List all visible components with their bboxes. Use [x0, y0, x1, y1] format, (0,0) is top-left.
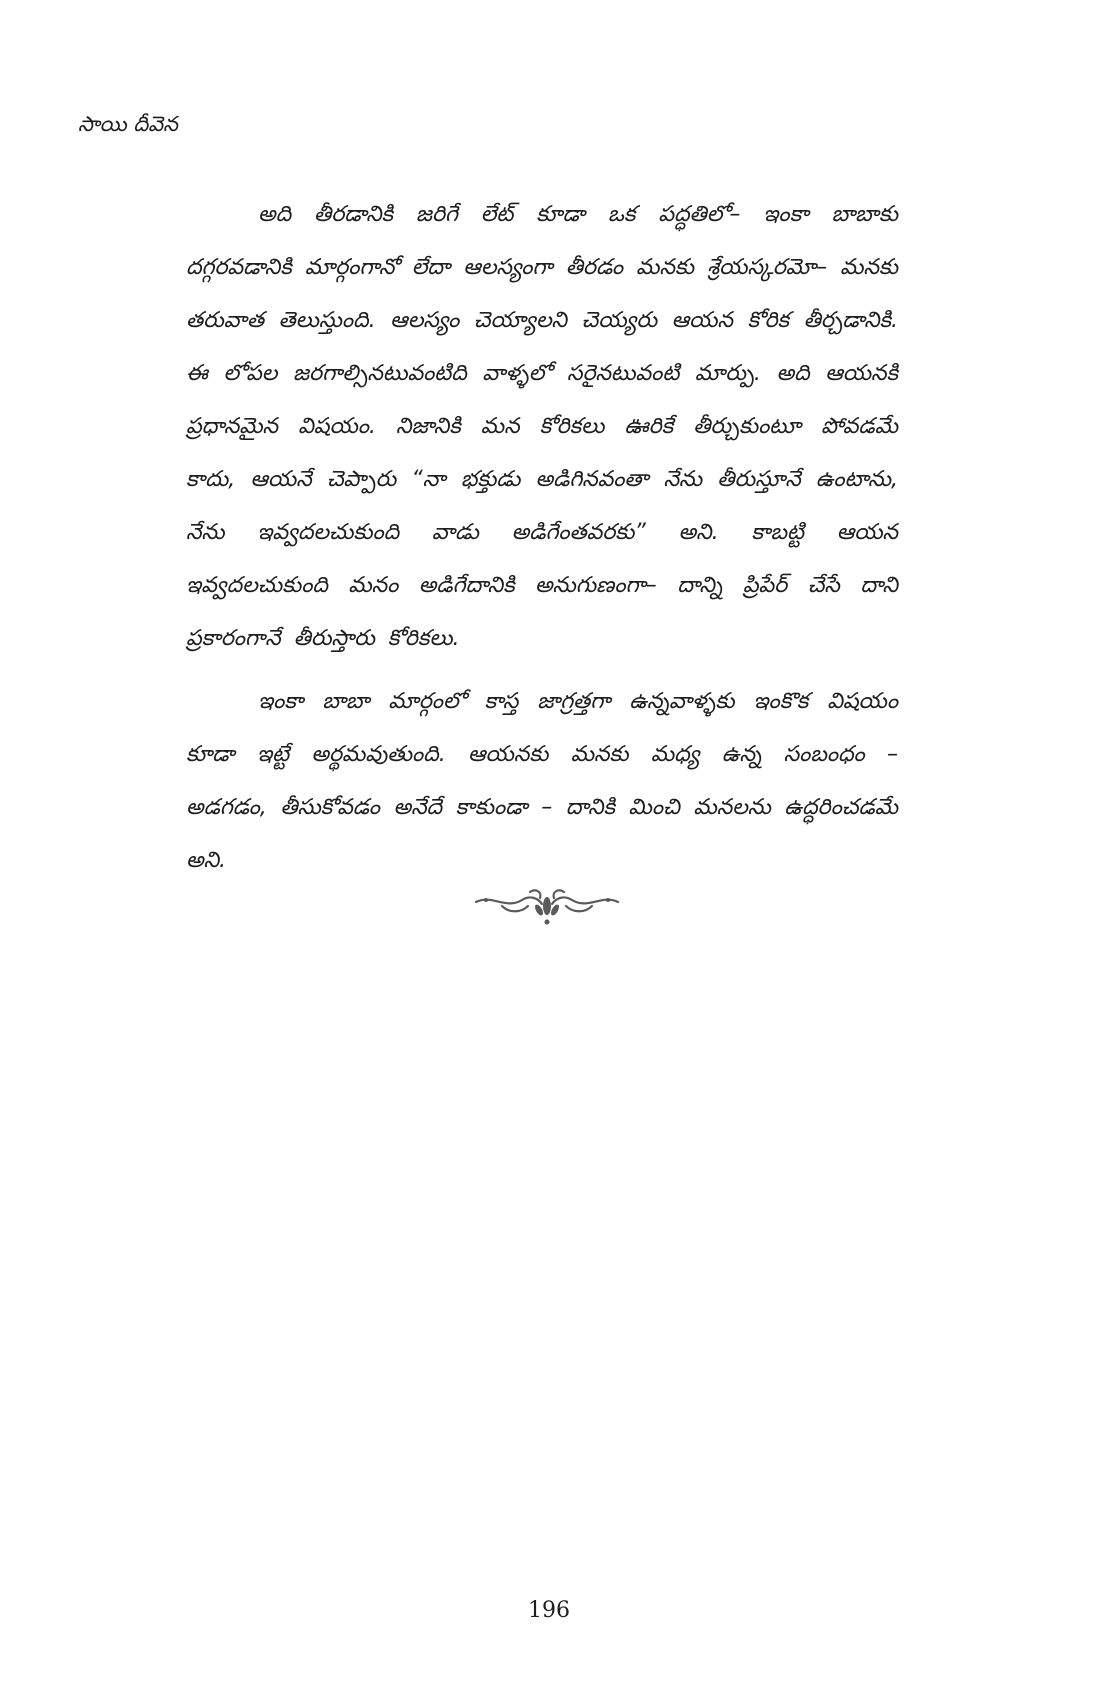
page-number: 196 — [528, 1598, 570, 1623]
floral-divider-icon — [472, 880, 622, 928]
paragraph-2: ఇంకా బాబా మార్గంలో కాస్త జాగ్రత్తగా ఉన్నవాళ్ళకు ఇంకొక విషయం కూడా ఇట్టే అర్థమవుతుంది. ఆయనకు మనకు మధ్య ఉన్న సంబంధం – అడగడం, తీసుకోవడం అనేదే కాకుండా – దానికి మించి మనలను ఉద్ధరించడమే అని. — [186, 689, 898, 873]
paragraph-1: అది తీరడానికి జరిగే లేట్ కూడా ఒక పద్ధతిలో– ఇంకా బాబాకు దగ్గరవడానికి మార్గంగానో లేదా ఆలస్యంగా తీరడం మనకు శ్రేయస్కరమో– మనకు తరువాత తెలుస్తుంది. ఆలస్యం చెయ్యాలని చెయ్యరు ఆయన కోరిక తీర్చడానికి. ఈ లోపల జరగాల్సినటువంటిది వాళ్ళలో సరైనటువంటి మార్పు. అది ఆయనకి ప్రధానమైన విషయం. నిజానికి మన కోరికలు ఊరికే తీర్చుకుంటూ పోవడమే కాదు, ఆయనే చెప్పారు “నా భక్తుడు అడిగినవంతా నేను తీరుస్తూనే ఉంటాను, నేను ఇవ్వదలచుకుంది వాడు అడిగేంతవరకు” అని. కాబట్టి ఆయన ఇవ్వదలచుకుంది మనం అడిగేదానికి అనుగుణంగా– దాన్ని ప్రిపేర్ చేసే దాని ప్రకారంగానే తీరుస్తారు కోరికలు. — [186, 202, 898, 651]
body-text — [186, 188, 898, 887]
running-header-title: సాయి దీవెన — [78, 112, 178, 136]
